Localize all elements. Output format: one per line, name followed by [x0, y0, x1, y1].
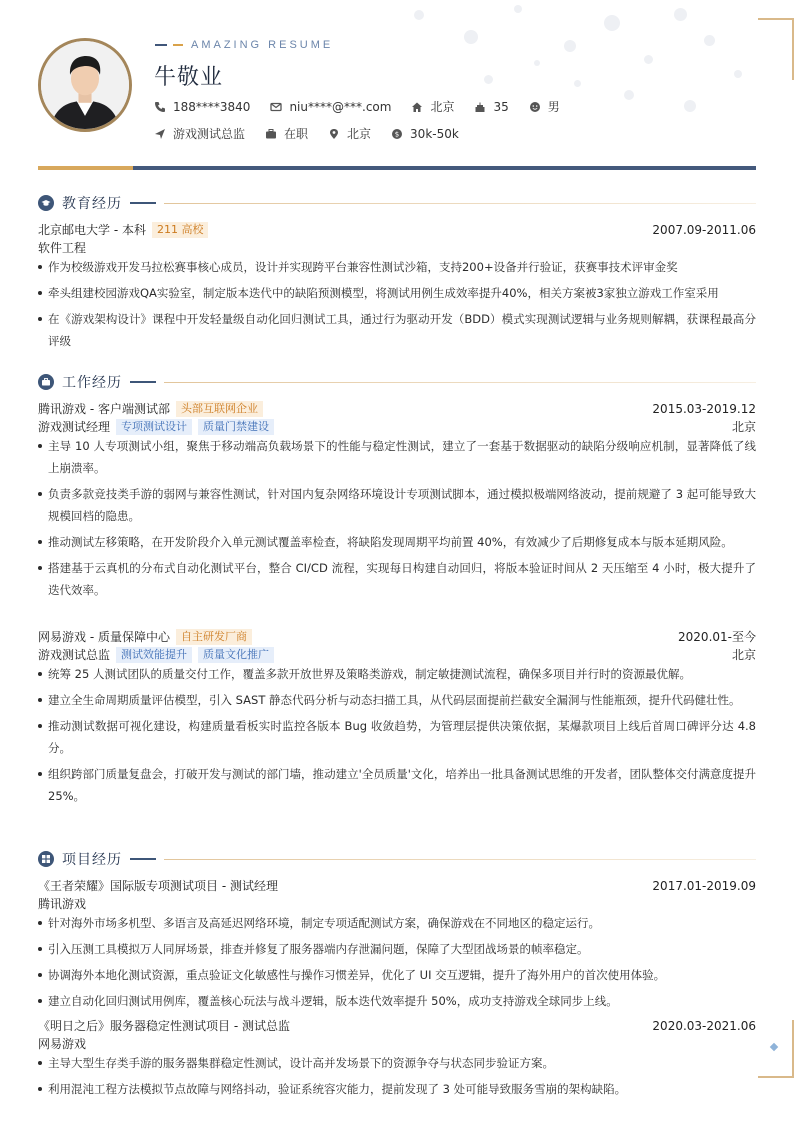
section-education [38, 193, 756, 213]
project-org: 腾讯游戏 [38, 897, 87, 911]
work-2-header [38, 628, 756, 645]
location-pin-icon [328, 128, 340, 140]
salary-text: 30k-50k [410, 126, 459, 141]
candidate-name: 牛敬业 [154, 65, 224, 90]
work-period: 2015.03-2019.12 [652, 401, 756, 416]
project-title: 《明日之后》服务器稳定性测试项目 - 测试总监 [38, 1019, 290, 1033]
project-2-bullets [38, 1052, 756, 1104]
svg-text:$: $ [394, 130, 400, 139]
list-item: 搭建基于云真机的分布式自动化测试平台，整合 CI/CD 流程，实现每日构建自动回归，将版本验证时间从 2 天压缩至 4 小时，极大提升了迭代效率。 [38, 557, 756, 601]
school-name: 北京邮电大学 - 本科 [38, 223, 146, 237]
school-tag: 211 高校 [152, 222, 209, 238]
salary-info [391, 127, 459, 141]
grid-icon [38, 851, 54, 867]
list-item: 推动测试左移策略，在开发阶段介入单元测试覆盖率检查，将缺陷发现周期平均前置 40%，有效减少了后期修复成本与版本延期风险。 [38, 531, 756, 553]
phone-info [154, 100, 250, 114]
tagline-text: AMAZING RESUME [191, 39, 334, 51]
city-text: 北京 [430, 100, 455, 114]
education-major: 软件工程 [38, 241, 87, 255]
email-text: niu****@***.com [289, 99, 392, 114]
list-item: 针对海外市场多机型、多语言及高延迟网络环境，制定专项适配测试方案，确保游戏在不同地区的稳定运行。 [38, 912, 756, 934]
list-item: 引入压测工具模拟万人同屏场景，排查并修复了服务器端内存泄漏问题，保障了大型团战场景的帧率稳定。 [38, 938, 756, 960]
status-text: 在职 [284, 127, 309, 141]
project-1-header [38, 877, 756, 894]
list-item: 负责多款竞技类手游的弱网与兼容性测试，针对国内复杂网络环境设计专项测试脚本，通过模拟极端网络波动，提前规避了 3 起可能导致大规模回档的隐患。 [38, 483, 756, 527]
education-period: 2007.09-2011.06 [652, 222, 756, 237]
target-city-text: 北京 [347, 127, 372, 141]
money-icon [391, 128, 403, 140]
cake-icon [474, 101, 486, 113]
contact-row [154, 98, 580, 115]
job-target-text: 游戏测试总监 [173, 127, 246, 141]
age-text: 35 [493, 99, 509, 114]
work-2-bullets [38, 663, 756, 811]
gender-info [529, 98, 560, 115]
list-item: 统筹 25 人测试团队的质量交付工作，覆盖多款开放世界及策略类游戏，制定敏捷测试流程，确保多项目并行时的资源最优解。 [38, 663, 756, 685]
skill-tag: 质量文化推广 [198, 647, 274, 663]
work-1-header [38, 400, 756, 417]
project-2-header [38, 1017, 756, 1034]
corner-ornament-top [758, 18, 794, 80]
section-project [38, 849, 756, 869]
background-dots [374, 0, 794, 140]
list-item: 主导大型生存类手游的服务器集群稳定性测试，设计高并发场景下的资源争夺与状态同步验证方案。 [38, 1052, 756, 1074]
work-1-role-row [38, 418, 756, 435]
work-location: 北京 [731, 648, 756, 662]
list-item: 推动测试数据可视化建设，构建质量看板实时监控各版本 Bug 收敛趋势，为管理层提供决策依据，某爆款项目上线后首周口碑评分达 4.8 分。 [38, 715, 756, 759]
graduation-cap-icon [38, 195, 54, 211]
home-icon [411, 101, 423, 113]
briefcase-icon [265, 128, 277, 140]
company-name: 网易游戏 - 质量保障中心 [38, 630, 170, 644]
project-period: 2017.01-2019.09 [652, 878, 756, 893]
project-org: 网易游戏 [38, 1037, 87, 1051]
skill-tag: 专项测试设计 [116, 419, 192, 435]
briefcase-section-icon [38, 374, 54, 390]
work-2-role-row [38, 646, 756, 663]
project-title: 《王者荣耀》国际版专项测试项目 - 测试经理 [38, 879, 278, 893]
skill-tag: 质量门禁建设 [198, 419, 274, 435]
header-divider [38, 166, 756, 170]
job-role: 游戏测试经理 [38, 420, 111, 434]
section-title-project: 项目经历 [62, 852, 122, 868]
phone-icon [154, 101, 166, 113]
list-item: 牵头组建校园游戏QA实验室，制定版本迭代中的缺陷预测模型，将测试用例生成效率提升40%，相关方案被3家独立游戏工作室采用 [38, 282, 756, 304]
list-item: 作为校级游戏开发马拉松赛事核心成员，设计并实现跨平台兼容性测试沙箱，支持200+设备并行验证，获赛事技术评审金奖 [38, 256, 756, 278]
phone-text: 188****3840 [173, 99, 251, 114]
gender-text: 男 [547, 100, 560, 114]
list-item: 主导 10 人专项测试小组，聚焦于移动端高负载场景下的性能与稳定性测试，建立了一套基于数据驱动的缺陷分级响应机制，显著降低了线上崩溃率。 [38, 435, 756, 479]
list-item: 组织跨部门质量复盘会，打破开发与测试的部门墙，推动建立'全员质量'文化，培养出一批具备测试思维的开发者，团队整体交付满意度提升 25%。 [38, 763, 756, 807]
status-info [265, 125, 308, 142]
company-tag: 自主研发厂商 [176, 629, 252, 645]
skill-tag: 测试效能提升 [116, 647, 192, 663]
job-role: 游戏测试总监 [38, 648, 111, 662]
resume-tagline [155, 39, 333, 51]
email-info [270, 100, 391, 114]
list-item: 利用混沌工程方法模拟节点故障与网络抖动，验证系统容灾能力，提前发现了 3 处可能导致服务雪崩的架构缺陷。 [38, 1078, 756, 1100]
section-title-education: 教育经历 [62, 196, 122, 212]
work-location: 北京 [731, 420, 756, 434]
corner-ornament-bottom [758, 1020, 794, 1078]
list-item: 协调海外本地化测试资源，重点验证文化敏感性与操作习惯差异，优化了 UI 交互逻辑，提升了海外用户的首次使用体验。 [38, 964, 756, 986]
job-target-info [154, 125, 245, 142]
job-intent-row [154, 125, 479, 142]
education-header [38, 221, 756, 238]
age-info [474, 100, 508, 114]
city-info [411, 98, 454, 115]
project-1-bullets [38, 912, 756, 1016]
list-item: 建立全生命周期质量评估模型，引入 SAST 静态代码分析与动态扫描工具，从代码层面提前拦截安全漏洞与性能瓶颈，提升代码健壮性。 [38, 689, 756, 711]
list-item: 建立自动化回归测试用例库，覆盖核心玩法与战斗逻辑，版本迭代效率提升 50%，成功支持游戏全球同步上线。 [38, 990, 756, 1012]
company-name: 腾讯游戏 - 客户端测试部 [38, 402, 170, 416]
mail-icon [270, 101, 282, 113]
target-city-info [328, 125, 371, 142]
education-bullets [38, 256, 756, 356]
section-title-work: 工作经历 [62, 375, 122, 391]
company-tag: 头部互联网企业 [176, 401, 263, 417]
list-item: 在《游戏架构设计》课程中开发轻量级自动化回归测试工具，通过行为驱动开发（BDD）模式实现测试逻辑与业务规则解耦，获课程最高分评级 [38, 308, 756, 352]
work-period: 2020.01-至今 [678, 630, 756, 644]
project-period: 2020.03-2021.06 [652, 1018, 756, 1033]
smile-icon [529, 101, 541, 113]
section-work [38, 372, 756, 392]
avatar [38, 38, 132, 132]
work-1-bullets [38, 435, 756, 605]
send-icon [154, 128, 166, 140]
